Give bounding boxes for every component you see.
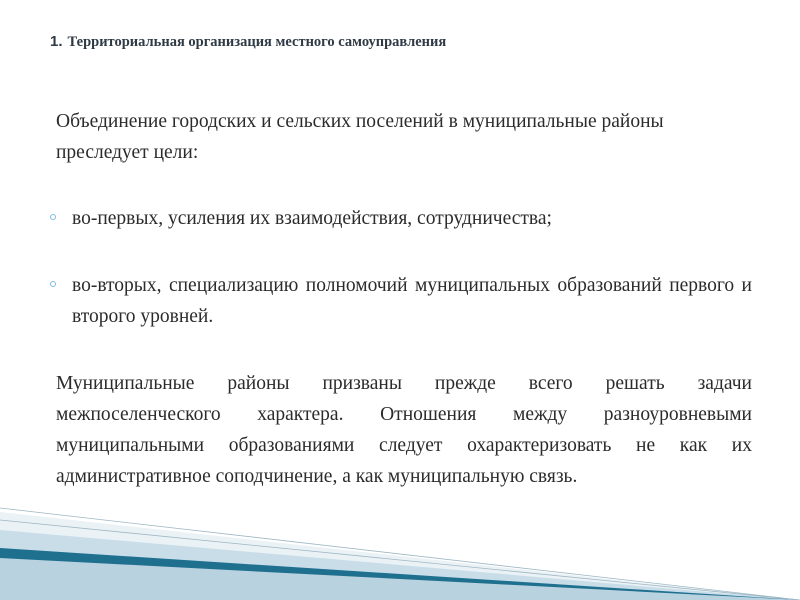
bullet-dot-icon [50, 281, 56, 287]
bullet-item [56, 203, 752, 234]
bullet-dot-icon [50, 214, 56, 220]
title-text: Территориальная организация местного самоуправления [67, 34, 447, 50]
intro-paragraph: Объединение городских и сельских поселений в муниципальные районы преследует цели: [56, 111, 664, 163]
deco-wave-band [0, 558, 800, 600]
deco-line [0, 508, 800, 600]
bullet-text: во-вторых, специализацию полномочий муниципальных образований первого и второго уровней. [72, 275, 752, 327]
deco-line [0, 520, 800, 600]
bottom-decoration [0, 500, 800, 600]
bullet-text: во-первых, усиления их взаимодействия, сотрудничества; [72, 208, 552, 229]
body-paragraph: Муниципальные районы призваны прежде всего решать задачи межпоселенческого характера. Отношения между разноуровневыми муниципальными образованиями следует охарактеризовать не как их административное соподчинение, а как муниципальную связь. [56, 373, 752, 487]
slide-title [50, 33, 750, 51]
bullet-item [56, 270, 752, 332]
deco-wave-light [0, 512, 800, 600]
deco-wave-dark [0, 548, 800, 600]
title-number: 1. [50, 33, 63, 50]
deco-wave-mid [0, 530, 800, 600]
